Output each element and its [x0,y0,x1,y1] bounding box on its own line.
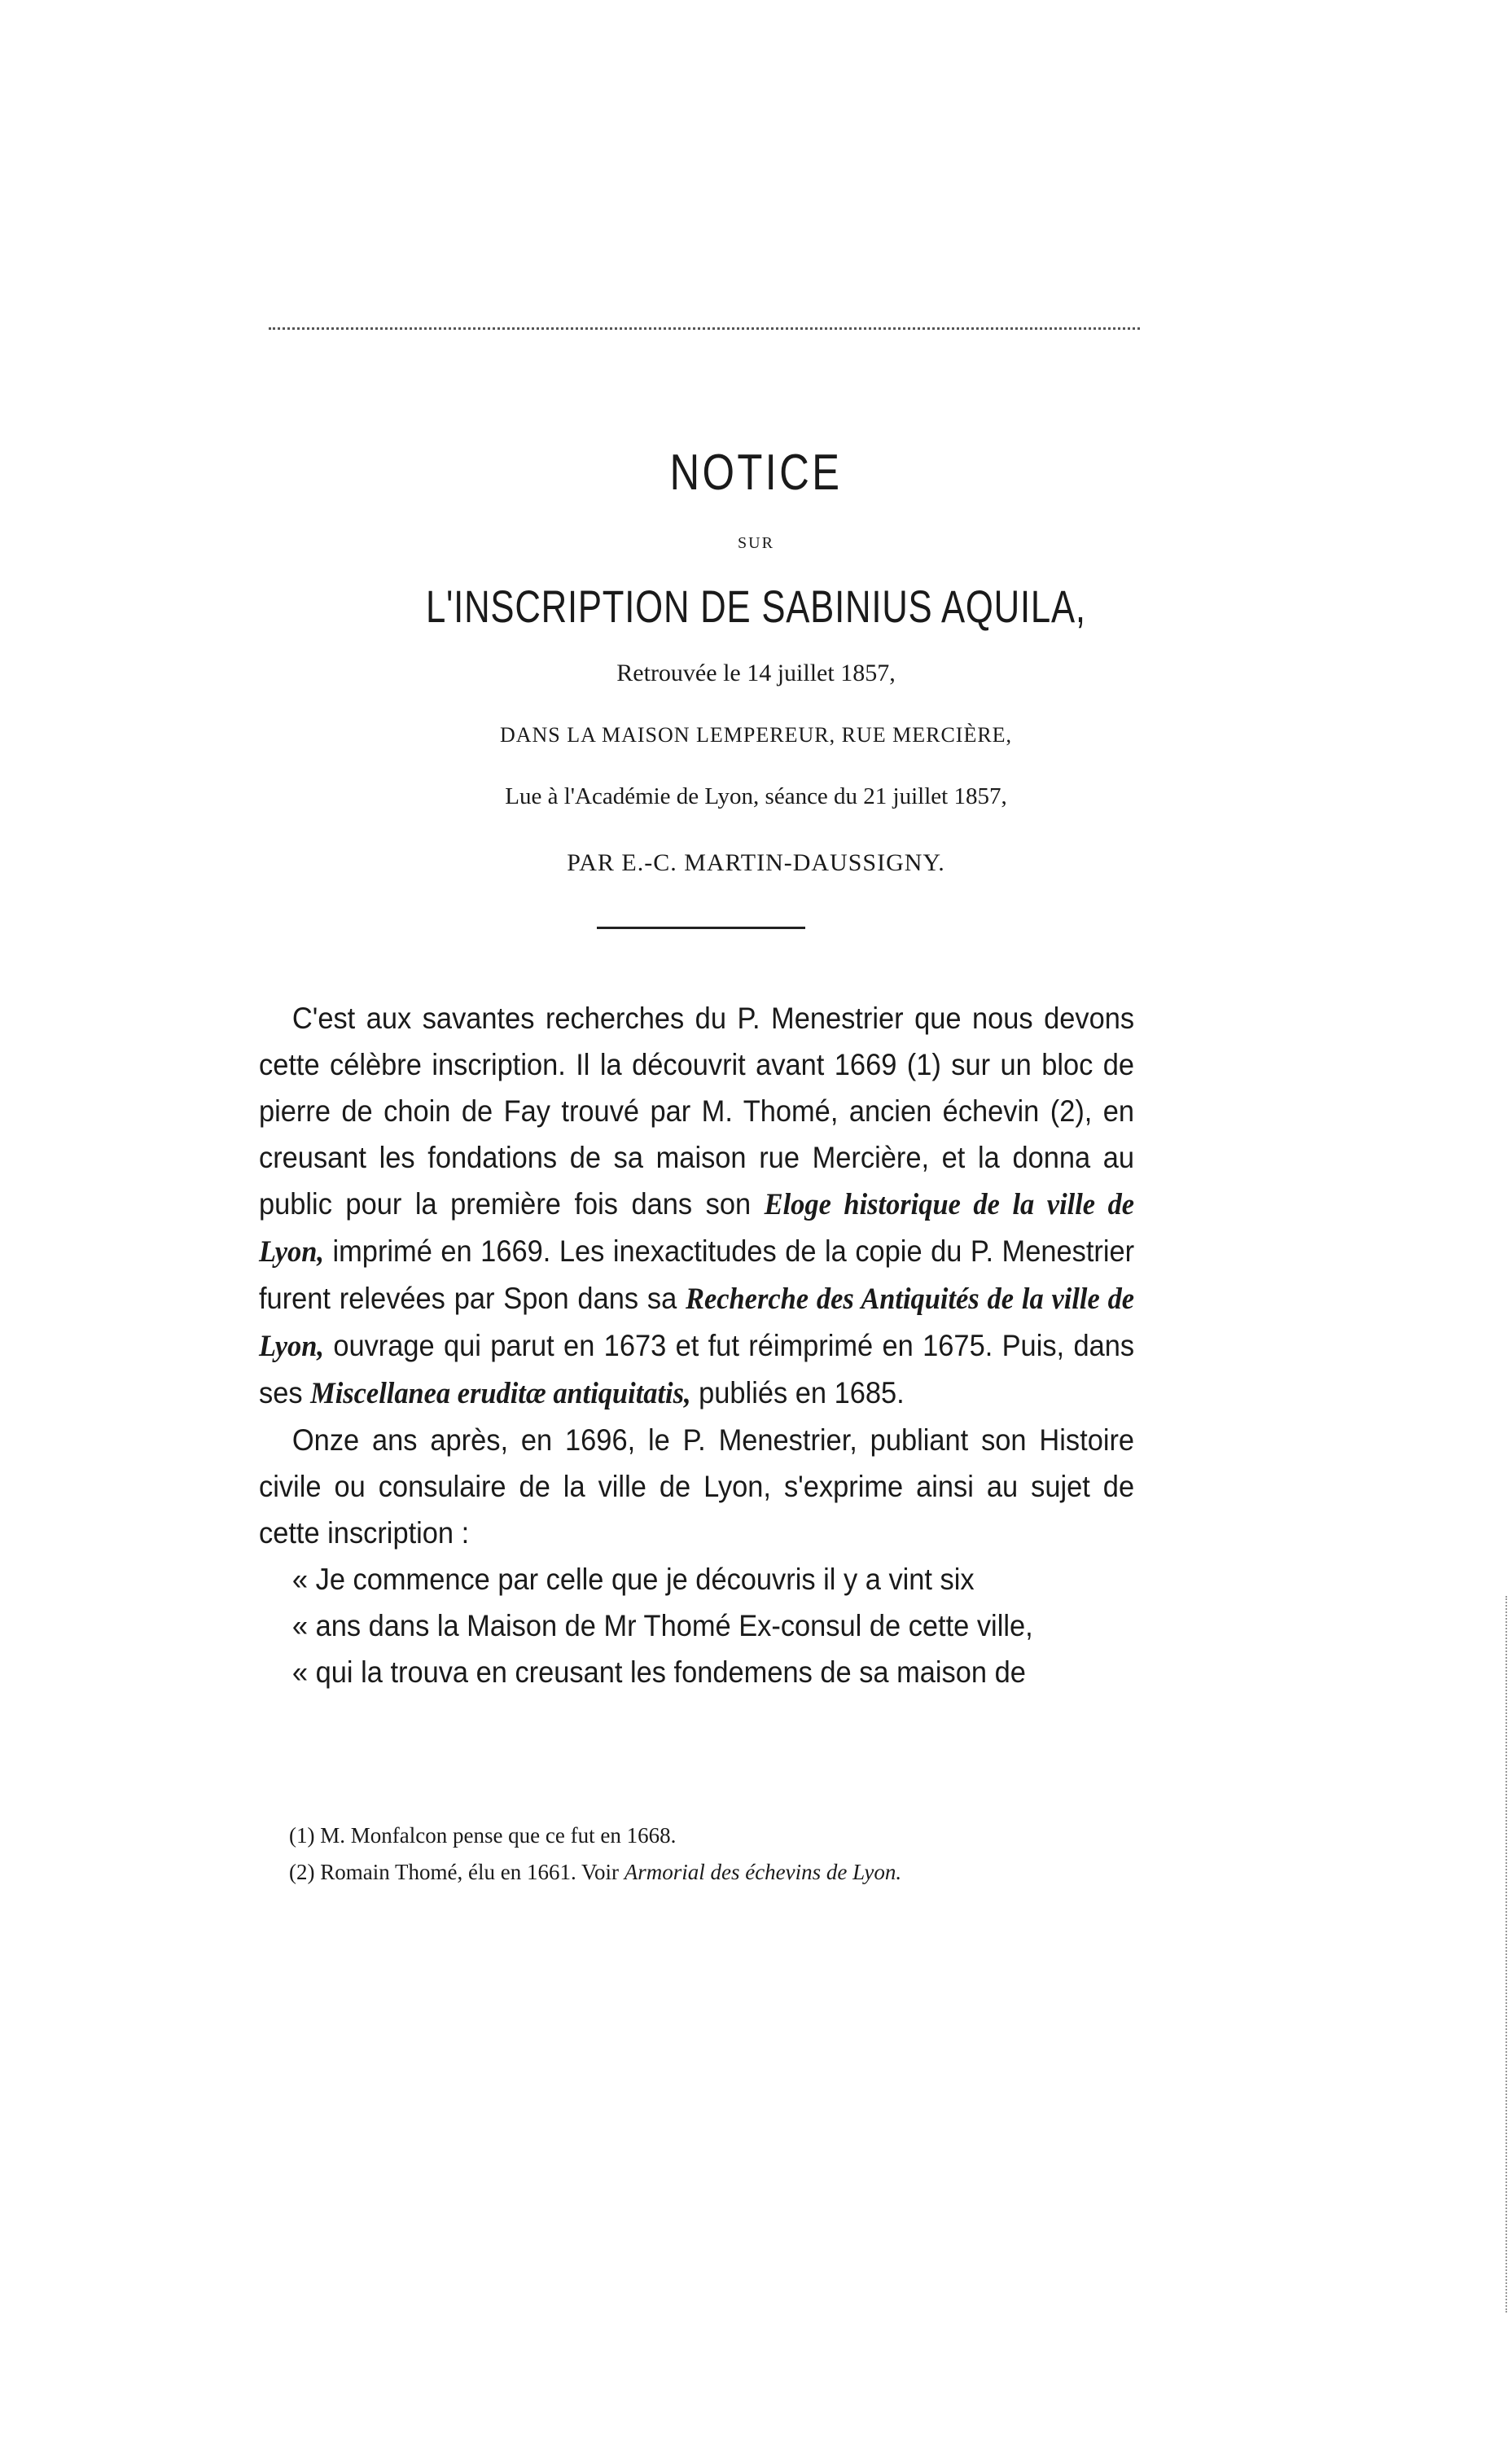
p1-text-d: publiés en 1685. [690,1376,905,1410]
subject-title: L'INSCRIPTION DE SABINIUS AQUILA, [425,581,1086,632]
quote-line-3: « qui la trouva en creusant les fondemens de sa maison de [291,1655,1026,1689]
author-line: PAR E.-C. MARTIN-DAUSSIGNY. [567,849,945,876]
body-text [259,995,1134,1695]
quote-line-2: « ans dans la Maison de Mr Thomé Ex-consul de cette ville, [291,1609,1033,1642]
footnote-2-italic: Armorial des échevins de Lyon. [624,1860,902,1884]
p1-text-c: ouvrage qui parut en 1673 et fut réimprimé en 1675. Puis, dans ses [259,1329,1135,1410]
p1-italic-recherche: Recherche des Antiquités de la ville de Lyon, [259,1282,1135,1363]
p1-text-a: C'est aux savantes recherches du P. Menestrier que nous devons cette célèbre inscription. Il la découvrit avant 1669 (1) sur un bloc de pierre de choin de Fay trouvé par M. Thomé, ancien échevin (2), en creusant les fondations de sa maison rue Mercière, et la donna au public pour la première fois dans son [259,1002,1135,1221]
discovery-location: DANS LA MAISON LEMPEREUR, RUE MERCIÈRE, [499,723,1013,747]
footnote-2-text: (2) Romain Thomé, élu en 1661. Voir [289,1860,625,1884]
top-ornamental-rule [269,327,1140,330]
quote-line-1: « Je commence par celle que je découvris il y a vint six [291,1563,975,1596]
title-connector: SUR [738,534,774,552]
footnote-1: (1) M. Monfalcon pense que ce fut en 1668. [289,1823,677,1848]
discovery-date: Retrouvée le 14 juillet 1857, [616,660,896,686]
paragraph-2: Onze ans après, en 1696, le P. Menestrier, publiant son Histoire civile ou consulaire de la ville de Lyon, s'exprime ainsi au sujet de cette inscription : [259,1423,1135,1550]
page-title: NOTICE [669,445,843,501]
separator-rule [597,927,805,929]
p1-text-b: imprimé en 1669. Les inexactitudes de la copie du P. Menestrier furent relevées par Spon dans sa [259,1234,1135,1315]
footnote-2 [289,1854,1144,1891]
p1-italic-eloge: Eloge historique de la ville de Lyon, [259,1188,1135,1269]
reading-info: Lue à l'Académie de Lyon, séance du 21 juillet 1857, [505,783,1007,809]
paragraph-1 [259,995,1134,1417]
p1-italic-miscellanea: Miscellanea eruditæ antiquitatis, [310,1377,691,1410]
footnotes [289,1817,1144,1891]
page-edge-mark [1505,1596,1507,2313]
